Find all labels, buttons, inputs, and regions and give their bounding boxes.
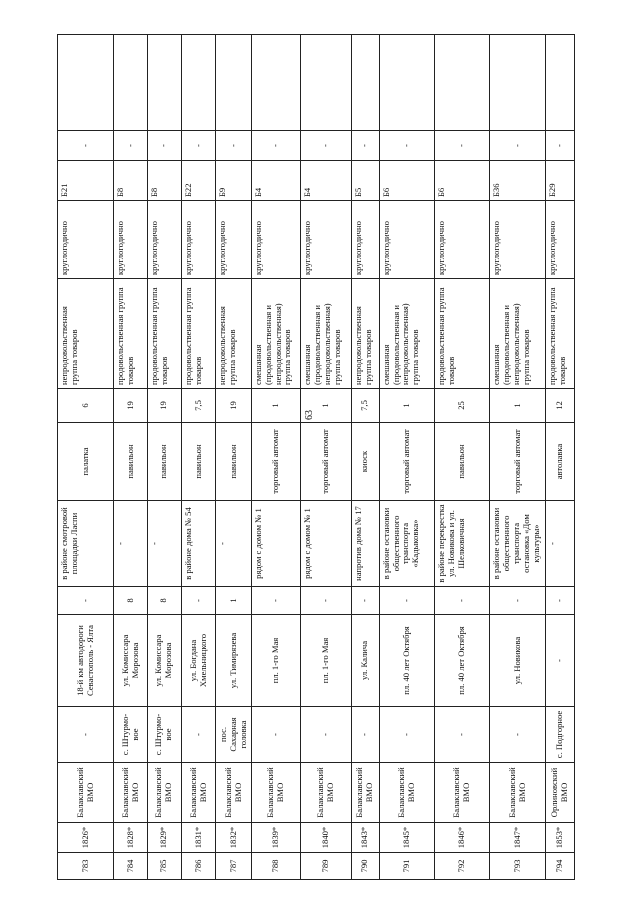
blank-cell	[216, 35, 251, 131]
blank-cell	[434, 35, 489, 131]
settlement-cell: -	[300, 707, 351, 763]
settlement-cell: -	[490, 707, 546, 763]
specialization-cell: продовольственная группа товаров	[114, 279, 148, 389]
object-code: 1828*	[114, 823, 148, 853]
specialization-cell: продовольственная группа товаров	[434, 279, 489, 389]
area-cell: 19	[216, 389, 251, 423]
house-cell: -	[490, 587, 546, 615]
house-cell: -	[379, 587, 434, 615]
note-cell: -	[114, 131, 148, 161]
settlement-cell: с. Подгорное	[546, 707, 575, 763]
object-type-cell: торговый автомат	[300, 423, 351, 501]
landmark-cell: -	[147, 501, 181, 587]
object-type-cell: палатка	[58, 423, 114, 501]
house-cell: -	[434, 587, 489, 615]
object-code: 1826*	[58, 823, 114, 853]
area-cell: 1	[379, 389, 434, 423]
period-cell: круглогодично	[379, 201, 434, 279]
blank-cell	[490, 35, 546, 131]
specialization-cell: непродовольственная группа товаров	[58, 279, 114, 389]
row-number: 793	[490, 853, 546, 880]
object-code: 1840*	[300, 823, 351, 853]
row-number: 785	[147, 853, 181, 880]
specialization-cell: продовольственная группа товаров	[147, 279, 181, 389]
area-cell: 7,5	[352, 389, 380, 423]
blank-cell	[147, 35, 181, 131]
object-type-cell: павильон	[181, 423, 216, 501]
period-cell: круглогодично	[251, 201, 300, 279]
object-type-cell: киоск	[352, 423, 380, 501]
blank-cell	[114, 35, 148, 131]
blank-cell	[58, 35, 114, 131]
house-cell: -	[251, 587, 300, 615]
settlement-cell: с. Штурмо-вое	[147, 707, 181, 763]
table-row	[114, 35, 148, 880]
object-code: 1843*	[352, 823, 380, 853]
area-cell: 1	[300, 389, 351, 423]
landmark-cell: -	[546, 501, 575, 587]
district-cell: Орлиновский ВМО	[546, 763, 575, 823]
period-cell: круглогодично	[58, 201, 114, 279]
street-cell: пл. 40 лет Октября	[434, 615, 489, 707]
area-cell: 19	[147, 389, 181, 423]
district-cell: Балаклавский ВМО	[352, 763, 380, 823]
landmark-cell: -	[114, 501, 148, 587]
settlement-cell: -	[379, 707, 434, 763]
object-code: 1839*	[251, 823, 300, 853]
object-type-cell: павильон	[114, 423, 148, 501]
house-cell: -	[58, 587, 114, 615]
row-number: 786	[181, 853, 216, 880]
note-cell: -	[58, 131, 114, 161]
scheme-cell: Б21	[58, 161, 114, 201]
scheme-cell: Б6	[379, 161, 434, 201]
settlement-cell: -	[251, 707, 300, 763]
table-row	[147, 35, 181, 880]
period-cell: круглогодично	[216, 201, 251, 279]
area-cell: 1	[490, 389, 546, 423]
house-cell: -	[300, 587, 351, 615]
street-cell: пл. 40 лет Октября	[379, 615, 434, 707]
blank-cell	[379, 35, 434, 131]
row-number: 791	[379, 853, 434, 880]
object-type-cell: торговый автомат	[251, 423, 300, 501]
note-cell: -	[251, 131, 300, 161]
note-cell: -	[379, 131, 434, 161]
house-cell: 8	[147, 587, 181, 615]
period-cell: круглогодично	[114, 201, 148, 279]
object-type-cell: павильон	[216, 423, 251, 501]
specialization-cell: смешанная (продовольственная и непродовольственная) группа товаров	[300, 279, 351, 389]
settlement-cell: -	[434, 707, 489, 763]
street-cell: -	[546, 615, 575, 707]
landmark-cell: в районе смотровой площадки Ласпи	[58, 501, 114, 587]
rotated-table-wrapper	[57, 35, 575, 880]
trade-objects-table	[57, 34, 575, 880]
row-number: 794	[546, 853, 575, 880]
row-number: 789	[300, 853, 351, 880]
object-code: 1829*	[147, 823, 181, 853]
table-row	[490, 35, 546, 880]
street-cell: ул. Тимирязева	[216, 615, 251, 707]
street-cell: ул. Калича	[352, 615, 380, 707]
area-cell: 7,5	[181, 389, 216, 423]
area-cell: 25	[434, 389, 489, 423]
house-cell: -	[546, 587, 575, 615]
specialization-cell: смешанная (продовольственная и непродовольственная) группа товаров	[379, 279, 434, 389]
object-code: 1831*	[181, 823, 216, 853]
street-cell: ул. Богдана Хмельницкого	[181, 615, 216, 707]
landmark-cell: в районе перекрестка ул. Новикова и ул. Шелковичная	[434, 501, 489, 587]
row-number: 788	[251, 853, 300, 880]
street-cell: 18-й км автодороги Севастополь - Ялта	[58, 615, 114, 707]
table-row	[181, 35, 216, 880]
table-row	[216, 35, 251, 880]
landmark-cell: напротив дома № 17	[352, 501, 380, 587]
note-cell: -	[546, 131, 575, 161]
district-cell: Балаклавский ВМО	[434, 763, 489, 823]
object-code: 1846*	[434, 823, 489, 853]
district-cell: Балаклавский ВМО	[147, 763, 181, 823]
period-cell: круглогодично	[181, 201, 216, 279]
scheme-cell: Б9	[216, 161, 251, 201]
street-cell: ул. Комиссара Морозова	[147, 615, 181, 707]
street-cell: ул. Комиссара Морозова	[114, 615, 148, 707]
object-code: 1832*	[216, 823, 251, 853]
row-number: 783	[58, 853, 114, 880]
note-cell: -	[352, 131, 380, 161]
table-row	[379, 35, 434, 880]
scheme-cell: Б8	[114, 161, 148, 201]
object-code: 1853*	[546, 823, 575, 853]
settlement-cell: -	[181, 707, 216, 763]
object-type-cell: павильон	[147, 423, 181, 501]
district-cell: Балаклавский ВМО	[251, 763, 300, 823]
landmark-cell: в районе остановки общественного транспорта остановка «Дом культуры»	[490, 501, 546, 587]
note-cell: -	[216, 131, 251, 161]
note-cell: -	[300, 131, 351, 161]
scheme-cell: Б8	[147, 161, 181, 201]
period-cell: круглогодично	[147, 201, 181, 279]
table-row	[58, 35, 114, 880]
street-cell: ул. Новикова	[490, 615, 546, 707]
street-cell: пл. 1-го Мая	[300, 615, 351, 707]
district-cell: Балаклавский ВМО	[379, 763, 434, 823]
object-type-cell: торговый автомат	[490, 423, 546, 501]
district-cell: Балаклавский ВМО	[300, 763, 351, 823]
scheme-cell: Б4	[300, 161, 351, 201]
area-cell: 12	[546, 389, 575, 423]
period-cell: круглогодично	[490, 201, 546, 279]
period-cell: круглогодично	[352, 201, 380, 279]
settlement-cell: с. Штурмо-вое	[114, 707, 148, 763]
house-cell: 1	[216, 587, 251, 615]
settlement-cell: -	[352, 707, 380, 763]
house-cell: -	[352, 587, 380, 615]
area-cell: 19	[114, 389, 148, 423]
landmark-cell: в районе остановки общественного транспорта «Кадыковка»	[379, 501, 434, 587]
period-cell: круглогодично	[546, 201, 575, 279]
period-cell: круглогодично	[300, 201, 351, 279]
scheme-cell: Б36	[490, 161, 546, 201]
scheme-cell: Б22	[181, 161, 216, 201]
district-cell: Балаклавский ВМО	[216, 763, 251, 823]
scheme-cell: Б6	[434, 161, 489, 201]
object-code: 1847*	[490, 823, 546, 853]
house-cell: 8	[114, 587, 148, 615]
area-cell: 6	[58, 389, 114, 423]
object-type-cell: павильон	[434, 423, 489, 501]
note-cell: -	[147, 131, 181, 161]
settlement-cell: пос. Сахарная головка	[216, 707, 251, 763]
object-code: 1845*	[379, 823, 434, 853]
landmark-cell: в районе дома № 54	[181, 501, 216, 587]
row-number: 790	[352, 853, 380, 880]
scheme-cell: Б5	[352, 161, 380, 201]
specialization-cell: продовольственная группа товаров	[546, 279, 575, 389]
area-cell: 1	[251, 389, 300, 423]
landmark-cell: рядом с домом № 1	[300, 501, 351, 587]
table-row	[546, 35, 575, 880]
specialization-cell: продовольственная группа товаров	[181, 279, 216, 389]
specialization-cell: смешанная (продовольственная и непродовольственная) группа товаров	[251, 279, 300, 389]
settlement-cell: -	[58, 707, 114, 763]
object-type-cell: автолавка	[546, 423, 575, 501]
blank-cell	[181, 35, 216, 131]
note-cell: -	[434, 131, 489, 161]
table-row	[434, 35, 489, 880]
house-cell: -	[181, 587, 216, 615]
blank-cell	[251, 35, 300, 131]
landmark-cell: рядом с домом № 1	[251, 501, 300, 587]
table-row	[251, 35, 300, 880]
district-cell: Балаклавский ВМО	[181, 763, 216, 823]
street-cell: пл. 1-го Мая	[251, 615, 300, 707]
district-cell: Балаклавский ВМО	[58, 763, 114, 823]
landmark-cell: -	[216, 501, 251, 587]
specialization-cell: непродовольственная группа товаров	[352, 279, 380, 389]
district-cell: Балаклавский ВМО	[490, 763, 546, 823]
row-number: 787	[216, 853, 251, 880]
scheme-cell: Б29	[546, 161, 575, 201]
scheme-cell: Б4	[251, 161, 300, 201]
page-number: 63	[304, 410, 315, 420]
specialization-cell: смешанная (продовольственная и непродовольственная) группа товаров	[490, 279, 546, 389]
row-number: 792	[434, 853, 489, 880]
blank-cell	[546, 35, 575, 131]
table-row	[300, 35, 351, 880]
row-number: 784	[114, 853, 148, 880]
note-cell: -	[490, 131, 546, 161]
period-cell: круглогодично	[434, 201, 489, 279]
note-cell: -	[181, 131, 216, 161]
table-row	[352, 35, 380, 880]
blank-cell	[352, 35, 380, 131]
district-cell: Балаклавский ВМО	[114, 763, 148, 823]
specialization-cell: непродовольственная группа товаров	[216, 279, 251, 389]
object-type-cell: торговый автомат	[379, 423, 434, 501]
blank-cell	[300, 35, 351, 131]
